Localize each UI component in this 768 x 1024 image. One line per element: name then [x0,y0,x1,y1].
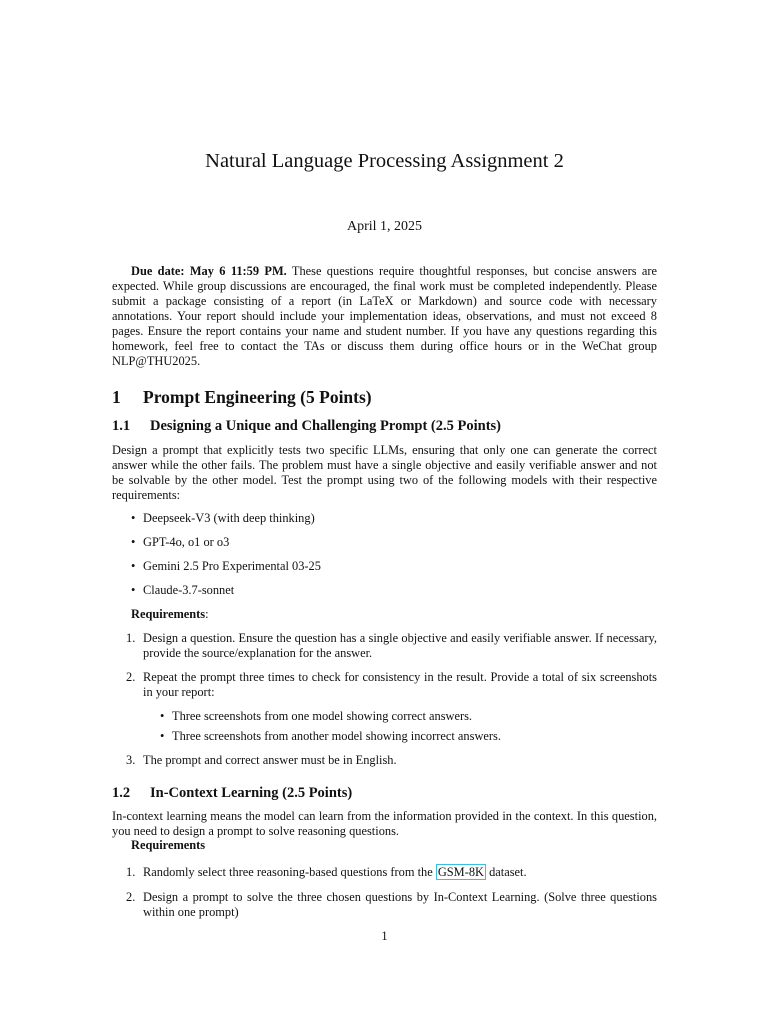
document-title: Natural Language Processing Assignment 2 [205,150,564,172]
list-item: • Claude-3.7-sonnet [131,583,235,597]
due-date: Due date: May 6 11:59 PM. [131,264,287,278]
page-number: 1 [381,929,388,943]
document-date: April 1, 2025 [346,219,423,234]
subsection-heading [112,784,352,803]
subsection-intro: Design a prompt that explicitly tests two specific LLMs, ensuring that only one can generate the correct answer while the other fails. The problem must have a single objective and easily verifiable answer and not be solvable by the other model. Test the prompt using two of the following models with their respective requirements: [112,443,657,502]
requirements-label: Requirements: [131,607,209,621]
subsection-heading [112,417,501,436]
abstract [112,264,657,369]
list-item: • Three screenshots from one model showing correct answers. [160,709,473,723]
requirements-label: Requirements [131,838,206,852]
subsection-number: 1.1 [112,418,131,434]
list-item: • Deepseek-V3 (with deep thinking) [131,511,315,525]
abstract-text: These questions require thoughtful responses, but concise answers are expected. While group discussions are encouraged, the final work must be completed independently. Please submit a package consisting of a report (in LaTeX or Markdown) and source code with necessary annotations. Your report should include your implementation ideas, observations, and must not exceed 8 pages. Ensure the report contains your name and student number. If you have any questions regarding this homework, feel free to contact the TAs or discuss them during office hours or in the WeChat group NLP@THU2025. [112,264,658,368]
list-item: 1. Design a question. Ensure the question has a single objective and easily verifiable answer. If necessary, provide the source/explanation for the answer. [126,631,657,660]
section-heading [112,386,372,408]
list-item: • GPT-4o, o1 or o3 [131,535,230,549]
list-item: 3. The prompt and correct answer must be in English. [126,753,397,767]
list-item: 2. Repeat the prompt three times to check for consistency in the result. Provide a total of six screenshots in your report: [126,670,657,699]
subsection-title: Designing a Unique and Challenging Prompt (2.5 Points) [150,418,502,434]
gsm8k-link[interactable]: GSM-8K [437,865,484,879]
list-item: • Gemini 2.5 Pro Experimental 03-25 [131,559,321,573]
section-title: Prompt Engineering (5 Points) [143,387,372,407]
section-number: 1 [112,387,121,407]
list-item: 1. Randomly select three reasoning-based questions from the GSM-8K dataset. [126,865,527,879]
list-item: 2. Design a prompt to solve the three chosen questions by In-Context Learning. (Solve three questions within one prompt) [126,890,657,919]
subsection-intro: In-context learning means the model can learn from the information provided in the context. In this question, you need to design a prompt to solve reasoning questions. [112,809,657,838]
list-item: • Three screenshots from another model showing incorrect answers. [160,729,501,743]
subsection-number: 1.2 [112,785,131,801]
subsection-title: In-Context Learning (2.5 Points) [150,785,353,801]
